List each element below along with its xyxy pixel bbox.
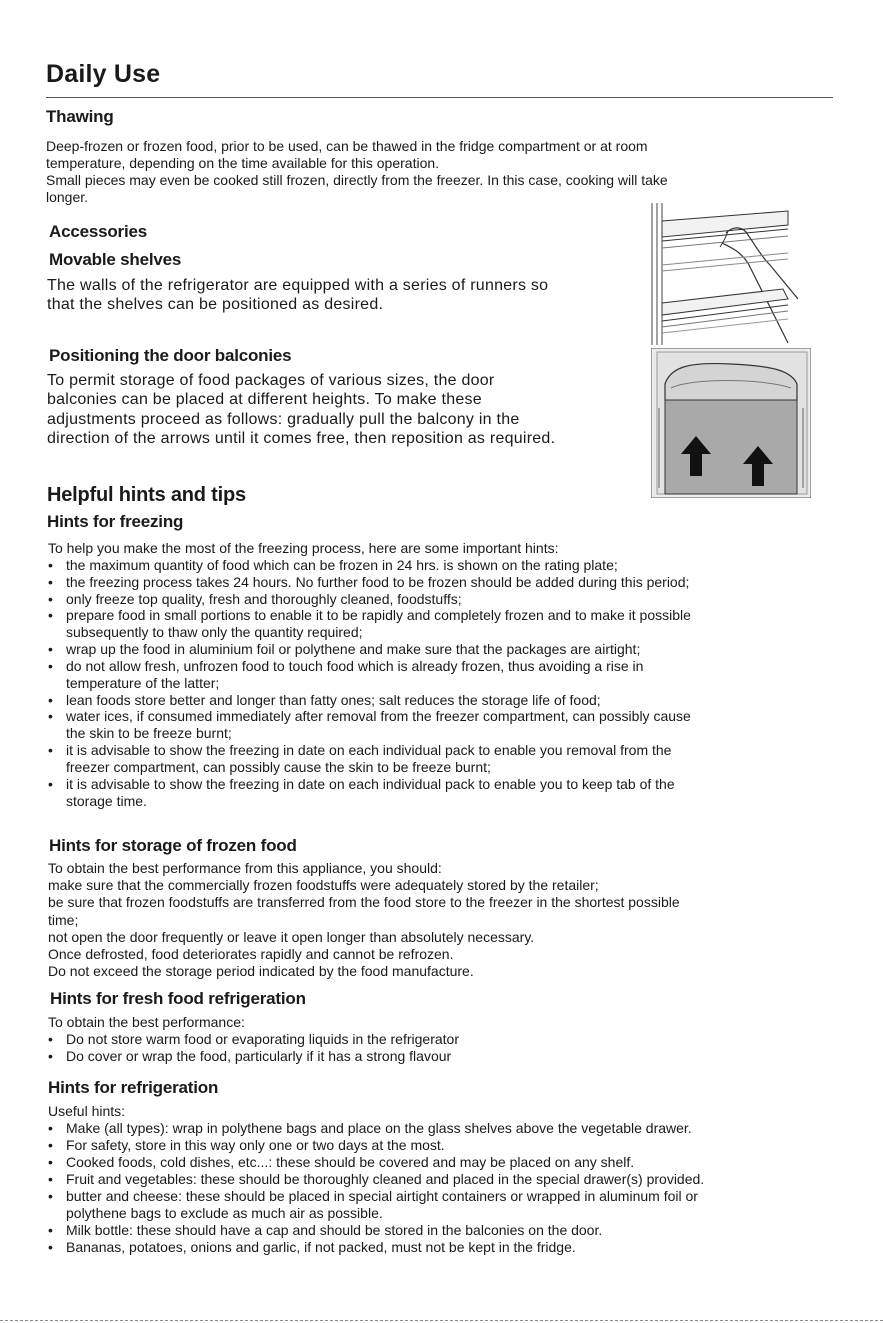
bullet-dot-icon: •	[48, 1137, 53, 1153]
thawing-text	[46, 138, 668, 206]
storage-line-2: make sure that the commercially frozen foodstuffs were adequately stored by the retailer;	[48, 877, 599, 894]
thawing-line-2: temperature, depending on the time available for this operation.	[46, 155, 440, 171]
list-item: • For safety, store in this way only one or two days at the most.	[48, 1137, 445, 1153]
balconies-line-3: adjustments proceed as follows: gradually pull the balcony in the	[47, 410, 520, 428]
bullet-dot-icon: •	[48, 607, 53, 624]
thawing-line-1: Deep-frozen or frozen food, prior to be used, can be thawed in the fridge compartment or at room	[46, 138, 648, 154]
bullet-dot-icon: •	[48, 641, 53, 658]
refrig-intro: Useful hints:	[48, 1103, 126, 1119]
bullet-dot-icon: •	[48, 1031, 53, 1047]
fresh-section	[48, 1014, 459, 1065]
movable-shelves-text	[47, 276, 548, 315]
storage-line-4: time;	[48, 911, 79, 928]
fresh-heading: Hints for fresh food refrigeration	[50, 989, 306, 1008]
list-item: • Bananas, potatoes, onions and garlic, if not packed, must not be kept in the fridge.	[48, 1239, 576, 1255]
list-item: • it is advisable to show the freezing in date on each individual pack to enable you removal from the freezer compartment, can possibly cause the skin to be freeze burnt;	[48, 742, 672, 775]
accessories-heading: Accessories	[49, 222, 147, 241]
bullet-dot-icon: •	[48, 556, 53, 573]
fresh-intro: To obtain the best performance:	[48, 1014, 245, 1030]
list-item: • prepare food in small portions to enable it to be rapidly and completely frozen and to make it possible subsequently to thaw only the quantity required;	[48, 607, 691, 641]
bullet-dot-icon: •	[48, 1239, 53, 1255]
bullet-dot-icon: •	[48, 1120, 53, 1136]
refrig-section	[48, 1103, 704, 1256]
storage-line-5: not open the door frequently or leave it open longer than absolutely necessary.	[48, 928, 535, 945]
list-item: • lean foods store better and longer than fatty ones; salt reduces the storage life of food;	[48, 691, 601, 708]
freezing-list	[48, 557, 691, 810]
bullet-dot-icon: •	[48, 657, 53, 674]
freezing-intro: To help you make the most of the freezing process, here are some important hints:	[48, 540, 559, 556]
list-item: • do not allow fresh, unfrozen food to touch food which is already frozen, thus avoiding a rise in temperature of the latter;	[48, 657, 644, 691]
thawing-line-4: longer.	[46, 189, 89, 205]
movable-line-1: The walls of the refrigerator are equipped with a series of runners so	[47, 277, 549, 294]
bullet-dot-icon: •	[48, 742, 53, 759]
list-item: • the freezing process takes 24 hours. No further food to be frozen should be added during this period;	[48, 573, 690, 590]
storage-line-7: Do not exceed the storage period indicated by the food manufacture.	[48, 963, 474, 980]
list-item: • Do not store warm food or evaporating liquids in the refrigerator	[48, 1031, 459, 1047]
list-item: • the maximum quantity of food which can be frozen in 24 hrs. is shown on the rating plate;	[48, 556, 618, 573]
title-rule	[46, 97, 833, 98]
thawing-heading: Thawing	[46, 107, 114, 126]
bullet-dot-icon: •	[48, 1171, 53, 1187]
page-title: Daily Use	[46, 60, 161, 88]
list-item: • only freeze top quality, fresh and thoroughly cleaned, foodstuffs;	[48, 590, 462, 607]
list-item: • Fruit and vegetables: these should be thoroughly cleaned and placed in the special drawer(s) provided.	[48, 1171, 705, 1187]
storage-line-3: be sure that frozen foodstuffs are transferred from the food store to the freezer in the shortest possible	[48, 894, 680, 911]
list-item: • water ices, if consumed immediately after removal from the freezer compartment, can possibly cause the skin to be freeze burnt;	[48, 708, 691, 742]
movable-line-2: that the shelves can be positioned as desired.	[47, 296, 384, 314]
balconies-heading: Positioning the door balconies	[49, 346, 292, 365]
bullet-dot-icon: •	[48, 573, 53, 590]
freezing-heading: Hints for freezing	[47, 512, 184, 531]
list-item: • Make (all types): wrap in polythene bags and place on the glass shelves above the vegetable drawer.	[48, 1120, 692, 1136]
list-item: • butter and cheese: these should be placed in special airtight containers or wrapped in aluminum foil or polythene bags to exclude as much air as possible.	[48, 1188, 698, 1221]
refrig-heading: Hints for refrigeration	[48, 1078, 219, 1097]
storage-line-1: To obtain the best performance from this appliance, you should:	[48, 860, 442, 876]
bullet-dot-icon: •	[48, 708, 53, 725]
balconies-line-4: direction of the arrows until it comes free, then reposition as required.	[47, 429, 556, 447]
balconies-line-2: balconies can be placed at different heights. To make these	[47, 391, 482, 409]
door-balcony-illustration-icon	[651, 348, 811, 498]
storage-heading: Hints for storage of frozen food	[49, 836, 297, 855]
balconies-text	[47, 371, 555, 448]
list-item: • Milk bottle: these should have a cap and should be stored in the balconies on the door.	[48, 1222, 603, 1238]
balconies-line-1: To permit storage of food packages of various sizes, the door	[47, 372, 495, 389]
helpful-heading: Helpful hints and tips	[47, 484, 246, 506]
bullet-dot-icon: •	[48, 691, 53, 708]
bullet-dot-icon: •	[48, 1154, 53, 1170]
bullet-dot-icon: •	[48, 590, 53, 607]
page-edge-rule	[0, 1320, 883, 1322]
list-item: • wrap up the food in aluminium foil or polythene and make sure that the packages are airtight;	[48, 641, 641, 658]
refrig-list	[48, 1120, 704, 1256]
bullet-dot-icon: •	[48, 775, 53, 792]
shelf-illustration-icon	[648, 203, 798, 345]
storage-line-6: Once defrosted, food deteriorates rapidly and cannot be refrozen.	[48, 946, 454, 963]
bullet-dot-icon: •	[48, 1222, 53, 1238]
storage-text	[48, 860, 680, 980]
fresh-list	[48, 1031, 459, 1065]
list-item: • it is advisable to show the freezing in date on each individual pack to enable you to keep tab of the storage time.	[48, 775, 675, 809]
bullet-dot-icon: •	[48, 1188, 53, 1204]
movable-shelves-heading: Movable shelves	[49, 250, 182, 269]
freezing-section	[48, 540, 691, 810]
thawing-line-3: Small pieces may even be cooked still frozen, directly from the freezer. In this case, cooking will take	[46, 172, 668, 188]
list-item: • Do cover or wrap the food, particularly if it has a strong flavour	[48, 1048, 452, 1064]
bullet-dot-icon: •	[48, 1048, 53, 1064]
list-item: • Cooked foods, cold dishes, etc...: these should be covered and may be placed on any shelf.	[48, 1154, 635, 1170]
